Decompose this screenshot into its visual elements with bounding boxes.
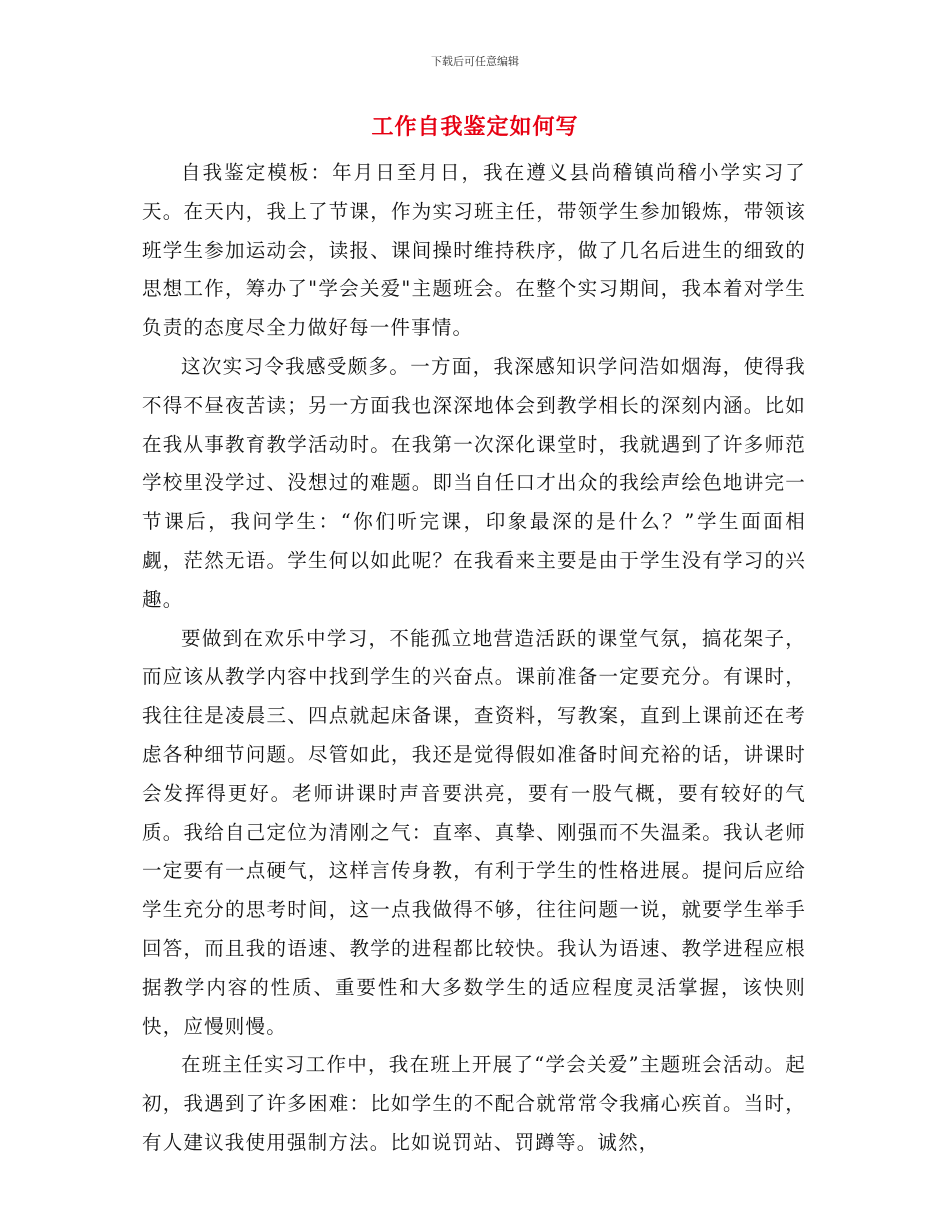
paragraph: 自我鉴定模板：年月日至月日，我在遵义县尚稽镇尚稽小学实习了天。在天内，我上了节课，作为实习班主任，带领学生参加锻炼，带领该班学生参加运动会，读报、课间操时维持秩序，做了几名后进生的细致的思想工作，筹办了"学会关爱"主题班会。在整个实习期间，我本着对学生负责的态度尽全力做好每一件事情。 [142, 161, 806, 340]
document-title: 工作自我鉴定如何写 [371, 114, 579, 140]
paragraph: 要做到在欢乐中学习，不能孤立地营造活跃的课堂气氛，搞花架子，而应该从教学内容中找到学生的兴奋点。课前准备一定要充分。有课时，我往往是凌晨三、四点就起床备课，查资料，写教案，直到上课前还在考虑各种细节问题。尽管如此，我还是觉得假如准备时间充裕的话，讲课时会发挥得更好。老师讲课时声音要洪亮，要有一股气概，要有较好的气质。我给自己定位为清刚之气：直率、真挚、刚强而不失温柔。我认老师一定要有一点硬气，这样言传身教，有利于学生的性格进展。提问后应给学生充分的思考时间，这一点我做得不够，往往问题一说，就要学生举手回答，而且我的语速、教学的进程都比较快。我认为语速、教学进程应根据教学内容的性质、重要性和大多数学生的适应程度灵活掌握，该快则快，应慢则慢。 [142, 626, 806, 1038]
document-body [142, 154, 806, 1163]
header-note: 下载后可任意编辑 [431, 55, 519, 68]
paragraph: 在班主任实习工作中，我在班上开展了“学会关爱”主题班会活动。起初，我遇到了许多困难：比如学生的不配合就常常令我痛心疾首。当时，有人建议我使用强制方法。比如说罚站、罚蹲等。诚然， [142, 1053, 806, 1154]
paragraph: 这次实习令我感受颇多。一方面，我深感知识学问浩如烟海，使得我不得不昼夜苦读；另一方面我也深深地体会到教学相长的深刻内涵。比如在我从事教育教学活动时。在我第一次深化课堂时，我就遇到了许多师范学校里没学过、没想过的难题。即当自任口才出众的我绘声绘色地讲完一节课后，我问学生：“你们听完课，印象最深的是什么？”学生面面相觑，茫然无语。学生何以如此呢？在我看来主要是由于学生没有学习的兴趣。 [142, 354, 806, 611]
